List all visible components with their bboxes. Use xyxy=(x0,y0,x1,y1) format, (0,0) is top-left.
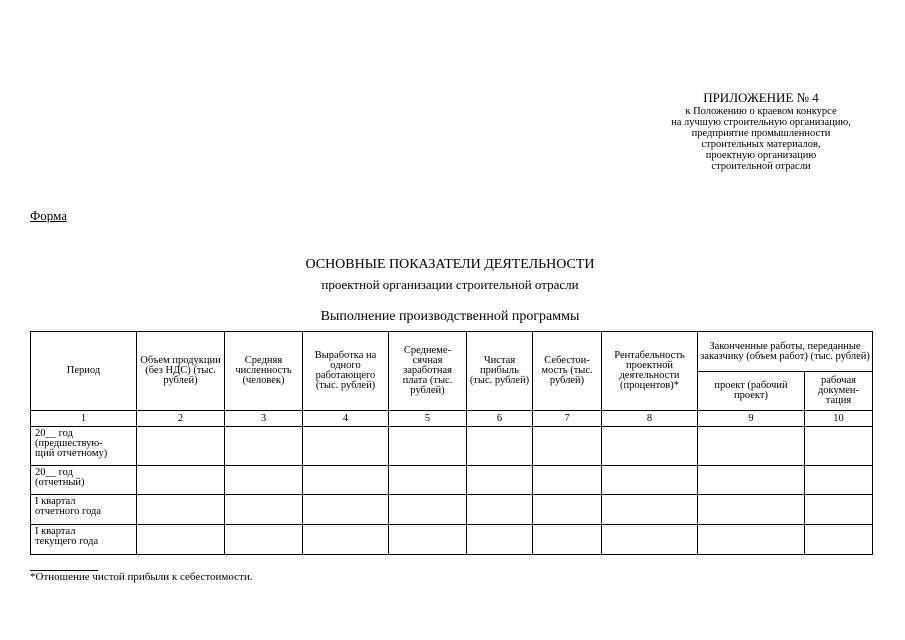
empty-cell xyxy=(533,427,602,466)
empty-cell xyxy=(602,525,698,555)
section-title: Выполнение производственной программы xyxy=(320,309,580,324)
appendix-line: строительной отрасли xyxy=(711,161,811,172)
empty-cell xyxy=(467,427,533,466)
empty-cell xyxy=(467,525,533,555)
empty-cell xyxy=(303,427,389,466)
document-heading xyxy=(150,256,750,293)
appendix-block xyxy=(640,90,882,172)
empty-cell xyxy=(805,495,873,525)
empty-cell xyxy=(303,495,389,525)
footnote: *Отношение чистой прибыли к себестоимости. xyxy=(30,571,253,583)
empty-cell xyxy=(805,525,873,555)
header-cost: Себестои-мость (тыс. рублей) xyxy=(533,332,602,411)
header-volume: Объем продукции (без НДС) (тыс. рублей) xyxy=(137,332,225,411)
header-completed-works: Законченные работы, переданные заказчику (объем работ) (тыс. рублей) xyxy=(698,332,873,372)
empty-cell xyxy=(389,495,467,525)
column-number: 6 xyxy=(467,411,533,427)
column-number: 5 xyxy=(389,411,467,427)
empty-cell xyxy=(389,525,467,555)
column-number: 4 xyxy=(303,411,389,427)
empty-cell xyxy=(805,427,873,466)
column-number: 2 xyxy=(137,411,225,427)
empty-cell xyxy=(698,495,805,525)
empty-cell xyxy=(303,466,389,495)
empty-cell xyxy=(602,427,698,466)
empty-cell xyxy=(467,466,533,495)
header-salary: Среднеме-сячная заработная плата (тыс. рублей) xyxy=(389,332,467,411)
empty-cell xyxy=(137,525,225,555)
header-profitability: Рентабельность проектной деятельности (процентов)* xyxy=(602,332,698,411)
empty-cell xyxy=(698,427,805,466)
appendix-line: к Положению о краевом конкурсе xyxy=(685,106,837,117)
period-cell: I квартал текущего года xyxy=(31,525,137,555)
header-row xyxy=(31,332,873,372)
empty-cell xyxy=(698,525,805,555)
empty-cell xyxy=(225,525,303,555)
column-number: 3 xyxy=(225,411,303,427)
empty-cell xyxy=(225,466,303,495)
header-headcount: Средняя численность (человек) xyxy=(225,332,303,411)
heading-main: ОСНОВНЫЕ ПОКАЗАТЕЛИ ДЕЯТЕЛЬНОСТИ xyxy=(305,257,595,272)
empty-cell xyxy=(303,525,389,555)
empty-cell xyxy=(602,495,698,525)
appendix-line: предприятие промышленности xyxy=(691,128,831,139)
empty-cell xyxy=(137,427,225,466)
header-output: Выработка на одного работающего (тыс. рублей) xyxy=(303,332,389,411)
header-project: проект (рабочий проект) xyxy=(698,372,805,411)
appendix-line: строительных материалов, xyxy=(701,139,821,150)
column-number: 8 xyxy=(602,411,698,427)
column-number: 1 xyxy=(31,411,137,427)
indicators-table xyxy=(30,331,873,555)
table-row xyxy=(31,495,873,525)
appendix-line: на лучшую строительную организацию, xyxy=(671,117,851,128)
empty-cell xyxy=(602,466,698,495)
column-number: 7 xyxy=(533,411,602,427)
empty-cell xyxy=(533,466,602,495)
empty-cell xyxy=(805,466,873,495)
column-number-row xyxy=(31,411,873,427)
appendix-line: проектную организацию xyxy=(705,150,817,161)
empty-cell xyxy=(137,466,225,495)
empty-cell xyxy=(389,466,467,495)
empty-cell xyxy=(467,495,533,525)
column-number: 9 xyxy=(698,411,805,427)
table-row xyxy=(31,466,873,495)
appendix-title: ПРИЛОЖЕНИЕ № 4 xyxy=(703,90,819,105)
heading-sub: проектной организации строительной отрасли xyxy=(321,277,579,292)
period-cell: I квартал отчетного года xyxy=(31,495,137,525)
empty-cell xyxy=(137,495,225,525)
empty-cell xyxy=(389,427,467,466)
empty-cell xyxy=(225,427,303,466)
form-label: Форма xyxy=(30,208,67,223)
empty-cell xyxy=(225,495,303,525)
header-period: Период xyxy=(31,332,137,411)
table-row xyxy=(31,427,873,466)
column-number: 10 xyxy=(805,411,873,427)
header-profit: Чистая прибыль (тыс. рублей) xyxy=(467,332,533,411)
empty-cell xyxy=(533,495,602,525)
empty-cell xyxy=(533,525,602,555)
table-row xyxy=(31,525,873,555)
header-docs: рабочая докумен-тация xyxy=(805,372,873,411)
period-cell: 20__ год (отчетный) xyxy=(31,466,137,495)
period-cell: 20__ год (предшествую- щий отчетному) xyxy=(31,427,137,466)
empty-cell xyxy=(698,466,805,495)
